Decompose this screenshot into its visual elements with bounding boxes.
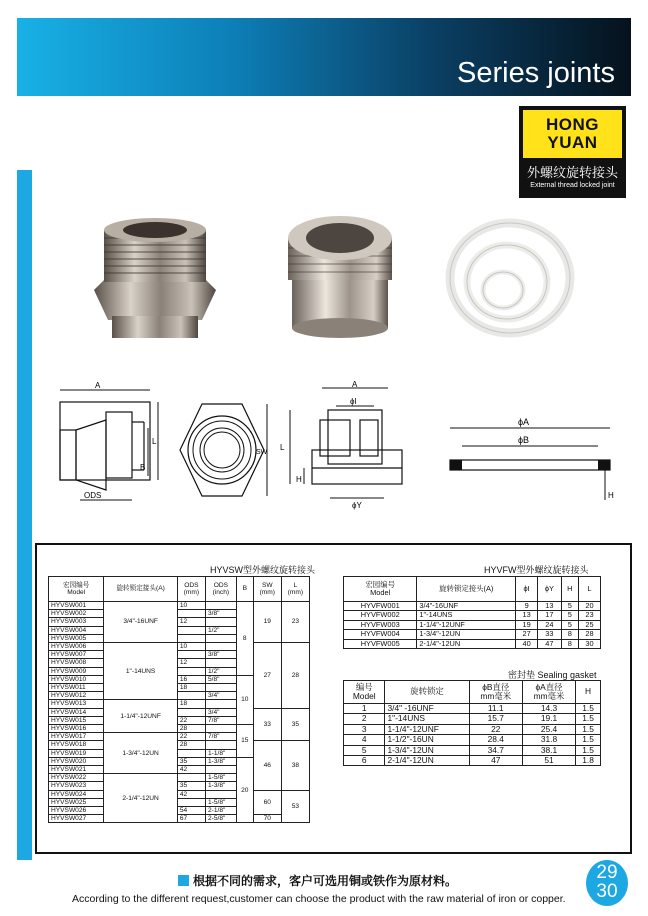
table-cell: 2-5/8" xyxy=(205,815,236,823)
table-cell: HYVSW018 xyxy=(49,741,104,749)
table-cell: 13 xyxy=(516,611,538,620)
table-cell: HYVSW026 xyxy=(49,807,104,815)
table-cell: 28 xyxy=(177,725,205,733)
table-cell: 3/8" xyxy=(205,651,236,659)
table-cell: 3/8" xyxy=(205,610,236,618)
drawing-hyvfw-section xyxy=(280,380,415,515)
table-cell: 8 xyxy=(561,630,578,639)
footer-cn-text: 根据不同的需求，客户可选用铜或铁作为原材料。 xyxy=(193,874,458,888)
hyvfw-table xyxy=(343,576,601,649)
table-row xyxy=(49,741,310,749)
table-cell: 19.1 xyxy=(522,714,575,724)
table-cell: HYVSW003 xyxy=(49,618,104,626)
table-cell xyxy=(205,618,236,626)
table-cell: 1-3/4"-12UN xyxy=(104,733,178,774)
table-cell: 1-1/8" xyxy=(205,749,236,757)
table-cell: 28 xyxy=(177,741,205,749)
hyvsw-body xyxy=(49,602,310,823)
table-cell: 67 xyxy=(177,815,205,823)
table-cell: HYVSW027 xyxy=(49,815,104,823)
header-banner xyxy=(17,18,631,96)
table-cell: 25.4 xyxy=(522,724,575,734)
table-row xyxy=(344,714,601,724)
table-cell: 47 xyxy=(538,639,561,648)
th-ods-inch: ODS (inch) xyxy=(205,577,236,602)
table-cell: 11.1 xyxy=(469,704,522,714)
table-cell: 4 xyxy=(344,735,385,745)
table-row xyxy=(49,602,310,610)
th-hyvfw-model: 宏园编号 Model xyxy=(344,577,417,602)
table-cell: 22 xyxy=(469,724,522,734)
table-cell: 40 xyxy=(516,639,538,648)
table-cell xyxy=(205,700,236,708)
table-cell: HYVFW004 xyxy=(344,630,417,639)
table-cell: HYVFW002 xyxy=(344,611,417,620)
side-accent-bar xyxy=(17,170,32,860)
table-cell: 23 xyxy=(281,602,309,643)
table-row xyxy=(344,630,601,639)
table-cell: 28 xyxy=(578,630,600,639)
table-cell: HYVSW013 xyxy=(49,700,104,708)
table-cell: 33 xyxy=(253,708,281,741)
table-cell: HYVSW017 xyxy=(49,733,104,741)
table-cell xyxy=(205,725,236,733)
bullet-square-icon xyxy=(178,875,189,886)
th-gasket-thread: 旋转锁定 xyxy=(385,681,469,704)
table-row xyxy=(344,611,601,620)
table-cell xyxy=(205,766,236,774)
table-cell xyxy=(205,643,236,651)
table-cell: 5 xyxy=(561,611,578,620)
table-row xyxy=(344,745,601,755)
table-cell: 10 xyxy=(177,602,205,610)
table-row xyxy=(344,704,601,714)
table-cell: HYVSW016 xyxy=(49,725,104,733)
table-cell: 19 xyxy=(516,620,538,629)
table-cell: 33 xyxy=(538,630,561,639)
logo-line-1: HONG xyxy=(546,115,599,134)
label-phi-a: ϕA xyxy=(518,417,530,427)
table-cell: 1-1/4"-12UNF xyxy=(417,620,516,629)
table-cell: 1 xyxy=(344,704,385,714)
table-cell: 1"-14UNS xyxy=(417,611,516,620)
th-thread: 旋转锁定接头(A) xyxy=(104,577,178,602)
table-cell: 30 xyxy=(578,639,600,648)
table-cell: HYVSW006 xyxy=(49,643,104,651)
table-cell: 16 xyxy=(177,675,205,683)
table-cell: 28.4 xyxy=(469,735,522,745)
table-cell: 20 xyxy=(578,602,600,611)
table-cell: 1-3/4"-12UN xyxy=(385,745,469,755)
table-cell: 15 xyxy=(236,725,253,758)
table-cell: 3 xyxy=(344,724,385,734)
table-cell: 24 xyxy=(538,620,561,629)
th-gasket-phi-b: ϕB直径 mm毫米 xyxy=(469,681,522,704)
table-cell: 6 xyxy=(344,756,385,766)
table-cell: 3/4" xyxy=(205,692,236,700)
table-cell xyxy=(177,634,205,642)
table-cell: 12 xyxy=(177,618,205,626)
table-cell: 1.5 xyxy=(576,745,601,755)
table-cell: 18 xyxy=(177,684,205,692)
label-phi-b: ϕB xyxy=(518,435,530,445)
table-cell: 2-1/4"-12UN xyxy=(104,774,178,823)
table-cell: 53 xyxy=(281,790,309,823)
table-cell: 1.8 xyxy=(576,756,601,766)
table-cell: 3/4"-16UNF xyxy=(417,602,516,611)
table-cell: 7/8" xyxy=(205,733,236,741)
table-cell xyxy=(205,741,236,749)
table-cell: 2-1/4"-12UN xyxy=(385,756,469,766)
table-cell xyxy=(177,651,205,659)
table-row xyxy=(344,735,601,745)
label-phi-i: ϕI xyxy=(350,397,357,406)
table-cell: 5 xyxy=(561,602,578,611)
table-cell: 9 xyxy=(516,602,538,611)
table-cell: 1"-14UNS xyxy=(385,714,469,724)
table-cell xyxy=(177,667,205,675)
table-cell: 2 xyxy=(344,714,385,724)
table-cell xyxy=(177,749,205,757)
table-cell: 15.7 xyxy=(469,714,522,724)
table-row xyxy=(344,724,601,734)
table-cell: 17 xyxy=(538,611,561,620)
brand-logo xyxy=(519,106,626,198)
table-cell: HYVSW009 xyxy=(49,667,104,675)
table-cell xyxy=(205,790,236,798)
table-cell: 70 xyxy=(253,815,281,823)
table-cell: HYVSW019 xyxy=(49,749,104,757)
label-a-hyvfw: A xyxy=(352,380,358,389)
table-cell: 1.5 xyxy=(576,724,601,734)
th-hyvfw-thread: 旋转锁定接头(A) xyxy=(417,577,516,602)
table-cell: 5 xyxy=(561,620,578,629)
table-cell: 1-3/4"-12UN xyxy=(417,630,516,639)
table-cell: 1-3/8" xyxy=(205,782,236,790)
table-cell: 31.8 xyxy=(522,735,575,745)
table-cell: 1-1/4"-12UNF xyxy=(104,700,178,733)
table-cell xyxy=(205,659,236,667)
hyvsw-caption: HYVSW型外螺纹旋转接头 xyxy=(210,565,316,575)
table-cell: HYVSW023 xyxy=(49,782,104,790)
table-cell: 2-1/8" xyxy=(205,807,236,815)
label-h-hyvfw: H xyxy=(296,475,302,484)
table-cell xyxy=(205,684,236,692)
table-cell: 54 xyxy=(177,807,205,815)
table-cell: HYVSW007 xyxy=(49,651,104,659)
th-sw: SW (mm) xyxy=(253,577,281,602)
table-row xyxy=(49,790,310,798)
table-cell: 23 xyxy=(578,611,600,620)
table-cell: 1-5/8" xyxy=(205,774,236,782)
table-cell xyxy=(177,708,205,716)
table-cell: HYVSW012 xyxy=(49,692,104,700)
table-cell: HYVSW020 xyxy=(49,757,104,765)
drawing-hyvsw-front xyxy=(172,400,272,500)
table-cell xyxy=(205,634,236,642)
footer-note-en: According to the different request,customer can choose the product with the raw material of iron or copper. xyxy=(72,893,566,905)
table-cell: 1"-14UNS xyxy=(104,643,178,700)
th-hyvfw-l: L xyxy=(578,577,600,602)
table-cell: HYVFW001 xyxy=(344,602,417,611)
logo-cn-title: 外螺纹旋转接头 xyxy=(526,165,618,180)
page-title: Series joints xyxy=(457,57,615,89)
table-cell: 10 xyxy=(236,675,253,724)
th-hyvfw-h: H xyxy=(561,577,578,602)
gasket-caption: 密封垫 Sealing gasket xyxy=(508,670,597,680)
table-cell: 27 xyxy=(253,643,281,709)
table-cell: HYVSW010 xyxy=(49,675,104,683)
table-cell: 60 xyxy=(253,790,281,815)
th-ods-mm: ODS (mm) xyxy=(177,577,205,602)
gasket-body xyxy=(344,704,601,766)
table-cell: 35 xyxy=(177,757,205,765)
table-cell: HYVSW001 xyxy=(49,602,104,610)
table-cell: HYVSW022 xyxy=(49,774,104,782)
table-cell: 14.3 xyxy=(522,704,575,714)
label-a: A xyxy=(95,381,101,390)
table-cell: 18 xyxy=(177,700,205,708)
table-cell: HYVSW015 xyxy=(49,716,104,724)
table-cell: 5/8" xyxy=(205,675,236,683)
table-cell: 1.5 xyxy=(576,714,601,724)
table-cell: 28 xyxy=(281,643,309,709)
table-cell: 27 xyxy=(516,630,538,639)
table-cell: HYVSW024 xyxy=(49,790,104,798)
table-cell: 1-1/4"-12UNF xyxy=(385,724,469,734)
label-phi-y: ϕY xyxy=(352,501,362,510)
label-sw: SW xyxy=(256,449,268,456)
table-cell: 1.5 xyxy=(576,735,601,745)
table-cell: 22 xyxy=(177,716,205,724)
th-gasket-phi-a: ϕA直径 mm毫米 xyxy=(522,681,575,704)
footer-note-cn xyxy=(178,872,457,889)
photo-threaded-joint-1 xyxy=(90,208,220,348)
table-cell: HYVSW004 xyxy=(49,626,104,634)
table-cell: 19 xyxy=(253,602,281,643)
table-cell: 38 xyxy=(281,741,309,790)
th-l: L (mm) xyxy=(281,577,309,602)
drawing-gasket-section xyxy=(440,410,620,505)
page-number-badge xyxy=(586,860,628,906)
table-cell: 12 xyxy=(177,659,205,667)
table-cell: 46 xyxy=(253,741,281,790)
table-cell: 22 xyxy=(177,733,205,741)
table-cell: HYVSW021 xyxy=(49,766,104,774)
logo-line-2: YUAN xyxy=(547,133,598,152)
table-cell: 3/4" -16UNF xyxy=(385,704,469,714)
table-cell: 1/2" xyxy=(205,667,236,675)
table-cell: 42 xyxy=(177,790,205,798)
table-cell: HYVFW003 xyxy=(344,620,417,629)
logo-en-title: External thread locked joint xyxy=(530,182,615,189)
table-cell: HYVSW011 xyxy=(49,684,104,692)
table-cell: 8 xyxy=(236,602,253,676)
table-row xyxy=(344,756,601,766)
table-cell: 47 xyxy=(469,756,522,766)
table-row xyxy=(49,643,310,651)
table-cell: 7/8" xyxy=(205,716,236,724)
table-cell xyxy=(177,798,205,806)
th-model: 宏园编号 Model xyxy=(49,577,104,602)
table-cell: 1-3/8" xyxy=(205,757,236,765)
table-cell: 25 xyxy=(578,620,600,629)
table-cell: HYVFW005 xyxy=(344,639,417,648)
table-cell: 3/4" xyxy=(205,708,236,716)
hyvsw-table xyxy=(48,576,310,823)
table-cell: 38.1 xyxy=(522,745,575,755)
table-cell: 35 xyxy=(177,782,205,790)
table-cell xyxy=(177,626,205,634)
table-row xyxy=(49,815,310,823)
label-ods: ODS xyxy=(84,491,102,500)
table-cell: HYVSW014 xyxy=(49,708,104,716)
page-number-left: 29 xyxy=(596,862,618,883)
page-number-right: 30 xyxy=(596,881,618,902)
table-cell: 8 xyxy=(561,639,578,648)
label-h-gasket: H xyxy=(608,491,614,500)
hyvfw-caption: HYVFW型外螺纹旋转接头 xyxy=(484,565,589,575)
table-cell: HYVSW002 xyxy=(49,610,104,618)
table-cell: 1.5 xyxy=(576,704,601,714)
label-l-hyvfw: L xyxy=(280,443,285,452)
table-cell: 1-5/8" xyxy=(205,798,236,806)
th-gasket-model: 编号 Model xyxy=(344,681,385,704)
gasket-table xyxy=(343,680,601,766)
logo-wordmark xyxy=(523,110,622,158)
table-cell xyxy=(177,692,205,700)
table-cell: 10 xyxy=(177,643,205,651)
table-cell: 5 xyxy=(344,745,385,755)
th-hyvfw-phi-y: ϕY xyxy=(538,577,561,602)
drawing-hyvsw-side xyxy=(40,380,165,510)
table-cell: 20 xyxy=(236,757,253,823)
table-cell: 13 xyxy=(538,602,561,611)
hyvfw-body xyxy=(344,602,601,649)
table-cell xyxy=(177,774,205,782)
table-row xyxy=(49,708,310,716)
label-b: B xyxy=(140,463,146,472)
table-cell xyxy=(177,610,205,618)
table-cell: 34.7 xyxy=(469,745,522,755)
th-hyvfw-phi-i: ϕI xyxy=(516,577,538,602)
table-cell: 42 xyxy=(177,766,205,774)
table-cell: 1-1/2"-16UN xyxy=(385,735,469,745)
photo-sealing-gaskets xyxy=(445,218,575,338)
th-b: B xyxy=(236,577,253,602)
table-cell: 51 xyxy=(522,756,575,766)
table-cell: HYVSW025 xyxy=(49,798,104,806)
label-l: L xyxy=(152,437,157,446)
th-gasket-h: H xyxy=(576,681,601,704)
table-cell: HYVSW005 xyxy=(49,634,104,642)
table-cell: 3/4"-16UNF xyxy=(104,602,178,643)
table-cell: 35 xyxy=(281,708,309,741)
table-cell xyxy=(205,602,236,610)
table-cell: 2-1/4"-12UN xyxy=(417,639,516,648)
table-cell: HYVSW008 xyxy=(49,659,104,667)
photo-threaded-joint-2 xyxy=(280,208,400,340)
table-row xyxy=(344,639,601,648)
table-cell: 1/2" xyxy=(205,626,236,634)
